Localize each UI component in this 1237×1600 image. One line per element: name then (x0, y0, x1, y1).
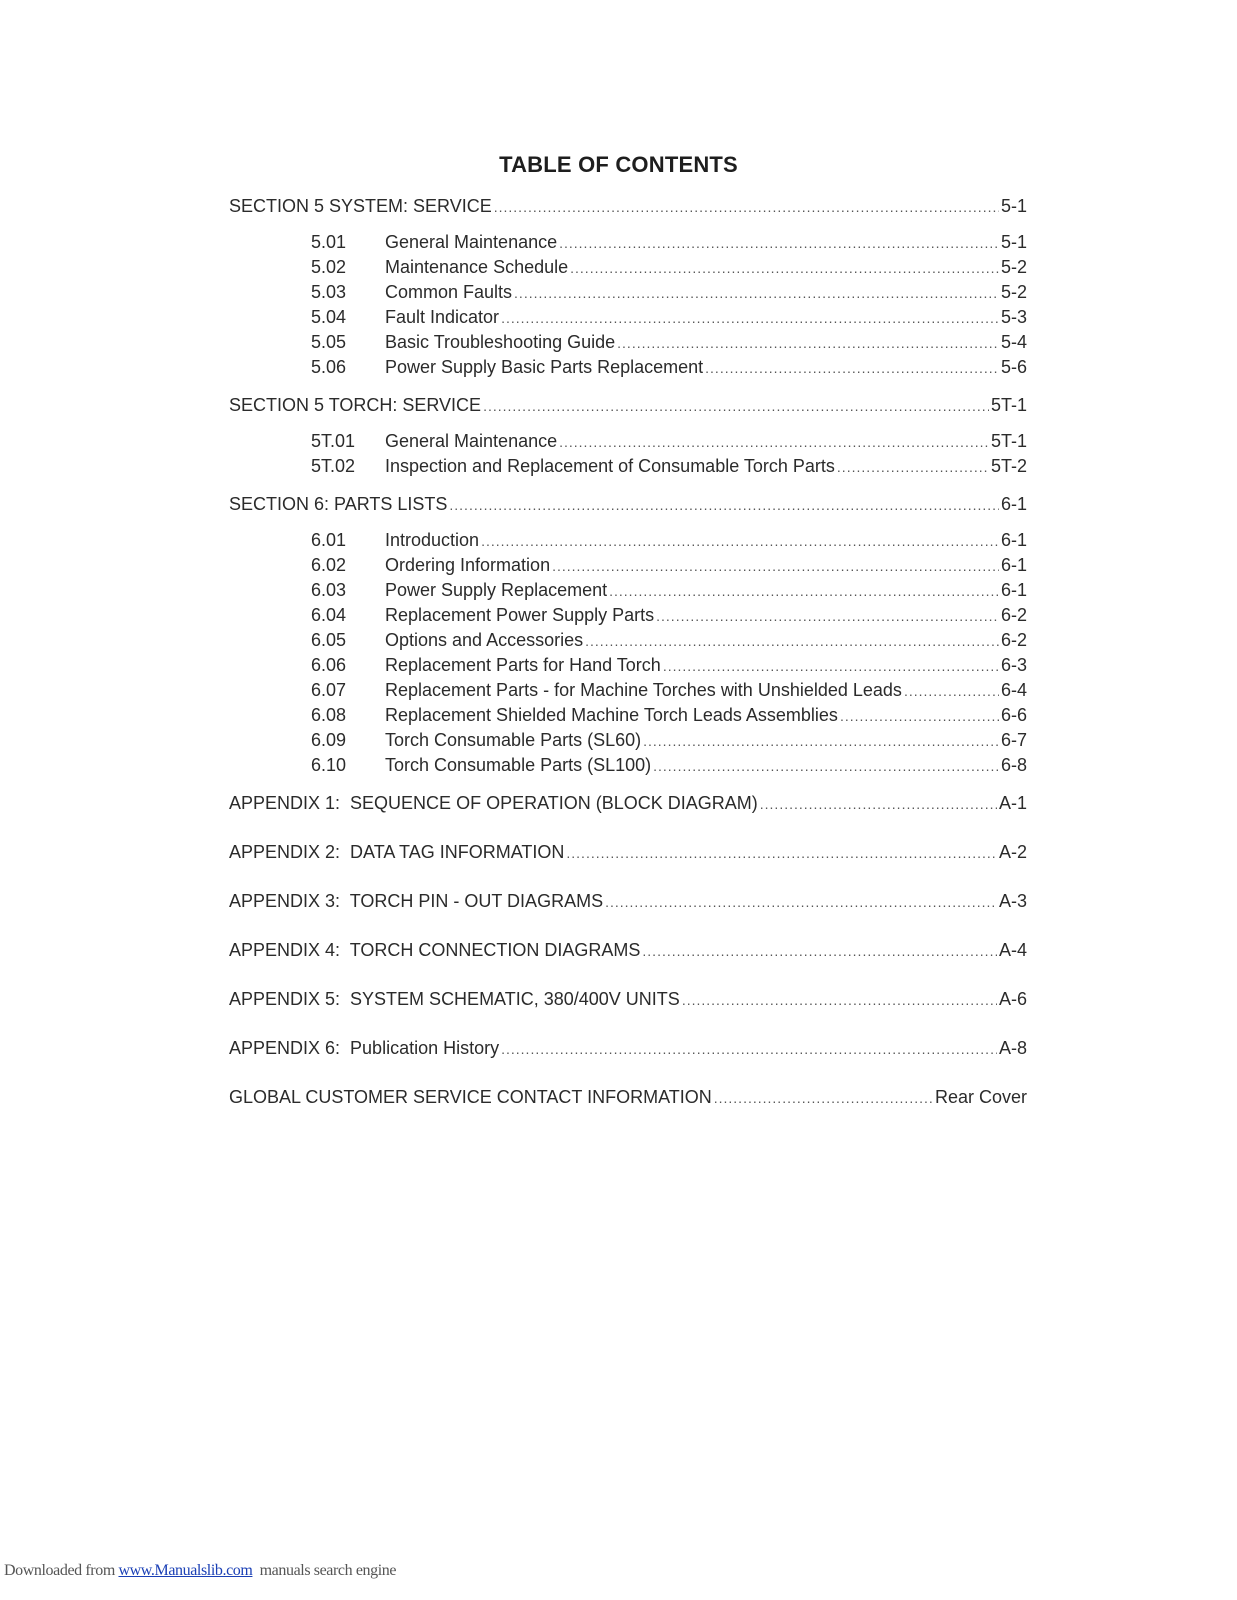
toc-entry[interactable] (229, 355, 1027, 380)
appendix-title: APPENDIX 4: TORCH CONNECTION DIAGRAMS (229, 940, 641, 960)
entry-number: 6.08 (311, 705, 347, 725)
entry-title: Replacement Power Supply Parts (385, 605, 655, 625)
page-number: A-2 (998, 842, 1027, 862)
toc-entry[interactable] (229, 678, 1027, 703)
page-number: 6-3 (1000, 655, 1027, 675)
entry-title: Common Faults (385, 282, 513, 302)
page-number: 6-7 (1000, 730, 1027, 750)
toc-appendix[interactable] (229, 1085, 1027, 1110)
dot-leader (481, 529, 999, 554)
dot-leader (760, 792, 997, 817)
page-number: A-6 (998, 989, 1027, 1009)
entry-title: Torch Consumable Parts (SL60) (385, 730, 642, 750)
toc-appendix[interactable] (229, 889, 1027, 914)
dot-leader (483, 394, 989, 419)
section-title: SECTION 5 SYSTEM: SERVICE (229, 196, 492, 216)
entry-number: 6.06 (311, 655, 347, 675)
entry-number: 6.04 (311, 605, 347, 625)
entry-number: 6.05 (311, 630, 347, 650)
toc-appendix[interactable] (229, 938, 1027, 963)
dot-leader (552, 554, 999, 579)
page-number: 5-2 (1000, 257, 1027, 277)
page-number: A-8 (998, 1038, 1027, 1058)
toc-entry[interactable] (229, 454, 1027, 479)
page-number: 5-3 (1000, 307, 1027, 327)
entry-title: Inspection and Replacement of Consumable Torch Parts (385, 456, 835, 476)
dot-leader (705, 356, 999, 381)
entry-number: 5.06 (311, 357, 347, 377)
entry-number: 6.01 (311, 530, 347, 550)
entry-number: 6.10 (311, 755, 347, 775)
page-number: 6-1 (1000, 555, 1027, 575)
entry-title: Replacement Shielded Machine Torch Leads Assemblies (385, 705, 838, 725)
dot-leader (617, 331, 999, 356)
toc-section[interactable] (229, 194, 1027, 219)
manualslib-link[interactable]: www.Manualslib.com (118, 1562, 253, 1579)
entry-title: General Maintenance (385, 232, 558, 252)
section-title: SECTION 5 TORCH: SERVICE (229, 395, 482, 415)
page-number: 6-1 (1000, 580, 1027, 600)
dot-leader (642, 939, 997, 964)
page-number: A-3 (998, 891, 1027, 911)
page-number: 5-1 (1000, 196, 1027, 216)
page-number: 5T-1 (990, 431, 1027, 451)
page-number: 6-4 (1000, 680, 1027, 700)
entry-number: 6.02 (311, 555, 347, 575)
entry-title: Fault Indicator (385, 307, 500, 327)
dot-leader (643, 729, 999, 754)
dot-leader (663, 654, 999, 679)
dot-leader (449, 493, 999, 518)
page-number: 6-8 (1000, 755, 1027, 775)
entry-title: Replacement Parts for Hand Torch (385, 655, 661, 675)
toc-entry[interactable] (229, 728, 1027, 753)
table-of-contents (229, 194, 1027, 1110)
section-title: SECTION 6: PARTS LISTS (229, 494, 448, 514)
page-number: 5T-2 (990, 456, 1027, 476)
page-number: 6-6 (1000, 705, 1027, 725)
page-number: 6-1 (1000, 530, 1027, 550)
dot-leader (559, 231, 999, 256)
page-number: 5-4 (1000, 332, 1027, 352)
footer-suffix: manuals search engine (252, 1562, 397, 1579)
entry-number: 6.09 (311, 730, 347, 750)
dot-leader (494, 195, 999, 220)
dot-leader (585, 629, 999, 654)
dot-leader (682, 988, 997, 1013)
toc-entry[interactable] (229, 305, 1027, 330)
entry-title: Power Supply Basic Parts Replacement (385, 357, 704, 377)
dot-leader (840, 704, 999, 729)
dot-leader (714, 1086, 933, 1111)
appendix-title: APPENDIX 3: TORCH PIN - OUT DIAGRAMS (229, 891, 604, 911)
dot-leader (653, 754, 999, 779)
entry-number: 5.01 (311, 232, 347, 252)
dot-leader (609, 579, 999, 604)
toc-entry[interactable] (229, 628, 1027, 653)
toc-entry[interactable] (229, 703, 1027, 728)
toc-entry[interactable] (229, 653, 1027, 678)
page-number: A-1 (998, 793, 1027, 813)
entry-number: 5.05 (311, 332, 347, 352)
dot-leader (837, 455, 989, 480)
appendix-title: GLOBAL CUSTOMER SERVICE CONTACT INFORMATION (229, 1087, 712, 1107)
entry-title: Introduction (385, 530, 480, 550)
appendix-title: APPENDIX 1: SEQUENCE OF OPERATION (BLOCK DIAGRAM) (229, 793, 758, 813)
dot-leader (656, 604, 999, 629)
entry-number: 5.02 (311, 257, 347, 277)
page-number: 5T-1 (990, 395, 1027, 415)
page-number: A-4 (998, 940, 1027, 960)
toc-entry[interactable] (229, 255, 1027, 280)
toc-entry[interactable] (229, 603, 1027, 628)
toc-entry[interactable] (229, 280, 1027, 305)
entry-number: 5T.02 (311, 456, 356, 476)
toc-entry[interactable] (229, 578, 1027, 603)
toc-appendix[interactable] (229, 1036, 1027, 1061)
dot-leader (566, 841, 997, 866)
page-number: 5-2 (1000, 282, 1027, 302)
toc-section[interactable] (229, 393, 1027, 418)
entry-title: Power Supply Replacement (385, 580, 608, 600)
page-number: 5-1 (1000, 232, 1027, 252)
dot-leader (501, 1037, 997, 1062)
entry-title: General Maintenance (385, 431, 558, 451)
dot-leader (605, 890, 997, 915)
page-number: 6-1 (1000, 494, 1027, 514)
entry-title: Torch Consumable Parts (SL100) (385, 755, 652, 775)
footer-prefix: Downloaded from (4, 1562, 119, 1579)
entry-title: Basic Troubleshooting Guide (385, 332, 616, 352)
page-number: 5-6 (1000, 357, 1027, 377)
page-title: TABLE OF CONTENTS (499, 152, 738, 177)
entry-number: 6.07 (311, 680, 347, 700)
dot-leader (570, 256, 999, 281)
entry-title: Replacement Parts - for Machine Torches with Unshielded Leads (385, 680, 902, 700)
page-number: Rear Cover (934, 1087, 1027, 1107)
page-number: 6-2 (1000, 630, 1027, 650)
toc-appendix[interactable] (229, 987, 1027, 1012)
entry-title: Options and Accessories (385, 630, 584, 650)
toc-entry[interactable] (229, 528, 1027, 553)
toc-appendix[interactable] (229, 840, 1027, 865)
dot-leader (904, 679, 999, 704)
toc-entry[interactable] (229, 330, 1027, 355)
appendix-title: APPENDIX 2: DATA TAG INFORMATION (229, 842, 565, 862)
dot-leader (501, 306, 999, 331)
page-number: 6-2 (1000, 605, 1027, 625)
appendix-title: APPENDIX 6: Publication History (229, 1038, 500, 1058)
entry-number: 5T.01 (311, 431, 356, 451)
dot-leader (559, 430, 989, 455)
entry-title: Ordering Information (385, 555, 551, 575)
toc-entry[interactable] (229, 429, 1027, 454)
toc-entry[interactable] (229, 553, 1027, 578)
entry-number: 5.04 (311, 307, 347, 327)
download-footer (4, 1562, 396, 1580)
appendix-title: APPENDIX 5: SYSTEM SCHEMATIC, 380/400V UNITS (229, 989, 680, 1009)
dot-leader (514, 281, 999, 306)
toc-section[interactable] (229, 492, 1027, 517)
entry-number: 5.03 (311, 282, 347, 302)
toc-appendix[interactable] (229, 791, 1027, 816)
toc-entry[interactable] (229, 230, 1027, 255)
entry-title: Maintenance Schedule (385, 257, 569, 277)
entry-number: 6.03 (311, 580, 347, 600)
toc-entry[interactable] (229, 753, 1027, 778)
